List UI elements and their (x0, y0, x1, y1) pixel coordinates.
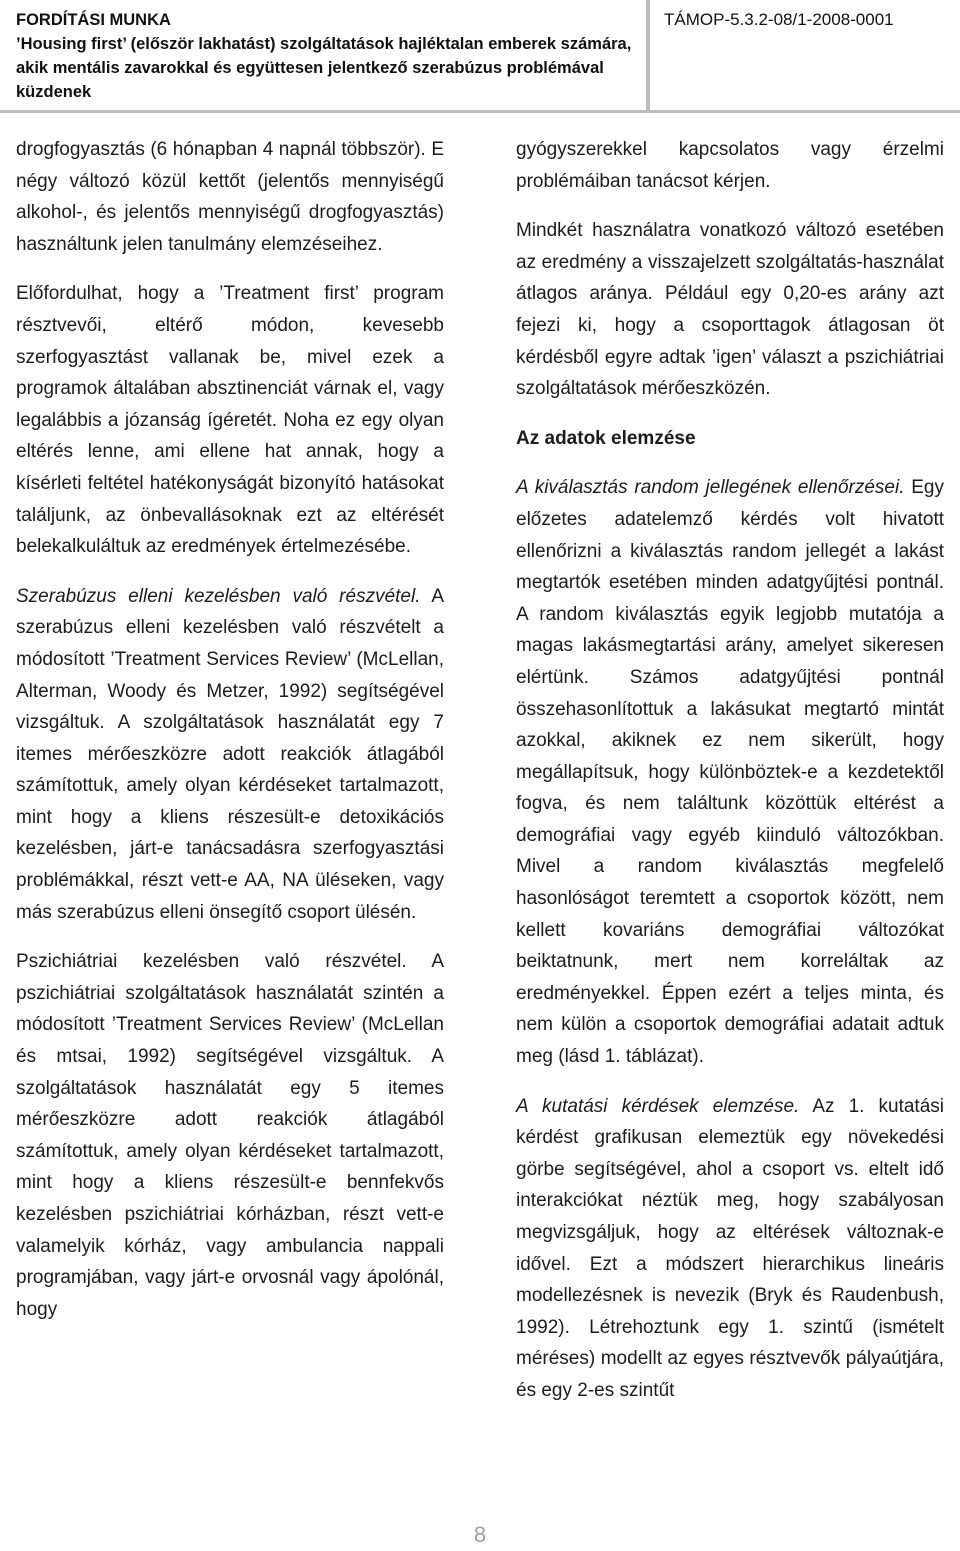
project-code: TÁMOP-5.3.2-08/1-2008-0001 (664, 10, 894, 29)
header-divider-vertical (646, 0, 650, 112)
header-subtitle: ’Housing first’ (először lakhatást) szolgáltatások hajléktalan emberek számára, akik mentális zavarokkal és együttesen jelentkező szerabúzus problémával küzdenek (16, 35, 632, 101)
left-paragraph-3 (16, 581, 444, 929)
section-title-randomization-check: A kiválasztás random jellegének ellenőrzései. (516, 477, 905, 499)
right-paragraph-2: Mindkét használatra vonatkozó változó esetében az eredmény a visszajelzett szolgáltatás-használat átlagos aránya. Például egy 0,20-es arány azt fejezi ki, hogy a csoporttagok átlagosan öt kérdésből egyre adtak ’igen’ választ a pszichiátriai szolgáltatások mérőeszközén. (516, 220, 944, 400)
header-title: FORDÍTÁSI MUNKA (16, 11, 171, 29)
left-paragraph-4-text: A pszichiátriai szolgáltatások használatát szintén a módosított ’Treatment Services Review’ (McLellan és mtsai, 1992) segítségével vizsgáltuk. A szolgáltatások használatát egy 5 itemes mérőeszközre adott reakciók átlagából számítottuk, amely olyan kérdéseket tartalmazott, mint hogy a kliens részesült-e bennfekvős kezelésben pszichiátriai kórházban, részt vett-e valamelyik kórház, vagy ambulancia nappali programjában, vagy járt-e orvosnál vagy ápolónál, hogy (16, 951, 444, 1320)
section-title-research-questions: A kutatási kérdések elemzése. (516, 1095, 800, 1117)
header-divider-horizontal (0, 110, 960, 113)
header-title-block (16, 8, 636, 104)
page-header (0, 0, 960, 112)
left-paragraph-2: Előfordulhat, hogy a ’Treatment first’ program résztvevői, eltérő módon, kevesebb szerfogyasztást vallanak be, mivel ezek a programok általában absztinenciát várnak el, vagy legalábbis a józanság ígéretét. Noha ez egy olyan eltérés lenne, ami ellene hat annak, hogy a kísérleti feltétel hatékonyságát bizonyító hatásokat találjunk, az önbevallásoknak ezt az eltérését belekalkuláltuk az eredmények értelmezésébe. (16, 283, 444, 558)
right-column (516, 134, 944, 1425)
right-paragraph-1: gyógyszerekkel kapcsolatos vagy érzelmi problémáiban tanácsot kérjen. (516, 139, 944, 192)
left-paragraph-1: drogfogyasztás (6 hónapban 4 napnál többször). E négy változó közül kettőt (jelentős mennyiségű alkohol-, és jelentős mennyiségű drogfogyasztás) használtunk jelen tanulmány elemzéseihez. (16, 139, 444, 255)
left-column (16, 134, 444, 1343)
page-number: 8 (473, 1522, 487, 1547)
section-title-psychiatric-treatment: Pszichiátriai kezelésben való részvétel. (16, 951, 407, 973)
right-paragraph-4 (516, 1091, 944, 1407)
right-paragraph-4-text: Az 1. kutatási kérdést grafikusan elemeztük egy növekedési görbe segítségével, ahol a csoport vs. eltelt idő interakciókat néztük meg, hogy szabályosan megvizsgáljuk, hogy az eltérések változnak-e idővel. Ezt a módszert hierarchikus lineáris modellezésnek is nevezik (Bryk és Raudenbush, 1992). Létrehoztunk egy 1. szintű (ismételt méréses) modellt az egyes résztvevők pályaútjára, és egy 2-es szintűt (516, 1095, 944, 1401)
section-title-substance-treatment: Szerabúzus elleni kezelésben való részvétel. (16, 585, 421, 607)
right-paragraph-3 (516, 472, 944, 1072)
right-paragraph-3-text: Egy előzetes adatelemző kérdés volt hivatott ellenőrizni a kiválasztás random jellegét a lakást megtartók esetében minden adatgyűjtési pontnál. A random kiválasztás egyik legjobb mutatója a magas lakásmegtartási arány, amelyet sikeresen elértünk. Számos adatgyűjtési pontnál összehasonlítottuk a lakásukat megtartó mintát azokkal, akiknek ez nem sikerült, hogy megállapítsuk, hogy különböztek-e a kezdetektől fogva, és nem találtunk közöttük eltérést a demográfiai vagy egyéb kiinduló változókban. Mivel a random kiválasztás megfelelő hasonlóságot teremtett a csoportok között, nem kellett kovariáns demográfiai változókat beiktatnunk, mert nem korreláltak az eredményekkel. Éppen ezért a teljes minta, és nem külön a csoportok demográfiai adatait adtuk meg (lásd 1. táblázat). (516, 477, 944, 1068)
left-paragraph-3-text: A szerabúzus elleni kezelésben való részvételt a módosított ’Treatment Services Review’ (McLellan, Alterman, Woody és Metzer, 1992) segítségével vizsgáltuk. A szolgáltatások használatát egy 7 itemes mérőeszközre adott reakciók átlagából számítottuk, amely olyan kérdéseket tartalmazott, mint hogy a kliens részesült-e detoxikációs kezelésben, járt-e tanácsadásra szerfogyasztási problémákkal, részt vett-e AA, NA üléseken, vagy más szerabúzus elleni önsegítő csoport ülésén. (16, 585, 445, 923)
section-heading-data-analysis: Az adatok elemzése (516, 427, 696, 449)
left-paragraph-4 (16, 946, 444, 1325)
